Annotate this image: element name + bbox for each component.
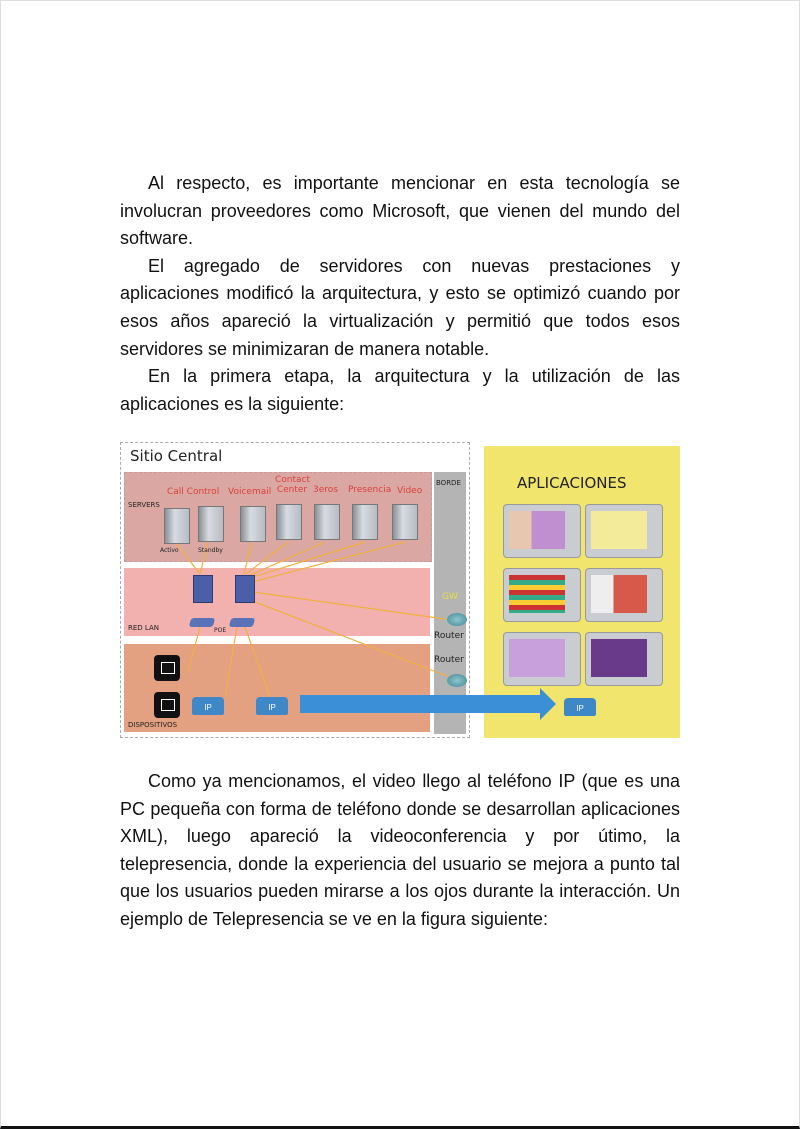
paragraph: Como ya mencionamos, el video llego al teléfono IP (que es una PC pequeña con forma de teléfono donde se desarrollan aplicaciones XML), luego apareció la videoconferencia y por útimo, la telepresencia, donde la experiencia del usuario se mejora a punto tal que los usuarios pueden mirarse a los ojos durante la interacción. Un ejemplo de Telepresencia se ve en la figura siguiente: <box>120 771 680 929</box>
ip-phone-icon: IP <box>192 697 224 715</box>
laptop-icon <box>154 692 180 718</box>
app-screen-icons <box>585 632 663 686</box>
standby-label: Standby <box>198 547 223 554</box>
poe-label: POE <box>214 627 227 634</box>
architecture-diagram <box>120 442 682 740</box>
central-site-title: Sitio Central <box>130 447 223 465</box>
poe-switch-icon <box>189 618 215 627</box>
app-screen-pizza <box>503 632 581 686</box>
label-contact-center: Contact Center <box>275 475 311 495</box>
gw-label: GW <box>442 592 458 602</box>
server-icon <box>314 504 340 540</box>
paragraph: Al respecto, es importante mencionar en esta tecnología se involucran proveedores como Microsoft, que vienen del mundo del software. <box>120 173 680 249</box>
server-icon <box>164 508 190 544</box>
laptop-icon <box>154 655 180 681</box>
app-screen-video <box>503 504 581 558</box>
server-icon <box>240 506 266 542</box>
servers-label: SERVERS <box>128 501 160 509</box>
router-label: Router <box>434 631 464 641</box>
server-icon <box>392 504 418 540</box>
devices-label: DISPOSITIVOS <box>128 721 178 729</box>
router-icon <box>447 674 467 687</box>
router-icon <box>447 613 467 626</box>
ip-phone-icon: IP <box>564 698 596 716</box>
label-presencia: Presencia <box>348 485 392 495</box>
lan-label: RED LAN <box>128 624 159 632</box>
app-screen-directory <box>503 568 581 622</box>
ip-phone-icon: IP <box>256 697 288 715</box>
paragraph: El agregado de servidores con nuevas prestaciones y aplicaciones modificó la arquitectura, y esto se optimizó cuando por esos años apareció la virtualización y permitió que todos esos servidores se minimizaran de manera notable. <box>120 255 680 359</box>
label-terceros: 3eros <box>313 485 338 495</box>
applications-title: APLICACIONES <box>517 474 627 492</box>
app-screen-menu <box>585 504 663 558</box>
server-icon <box>198 506 224 542</box>
switch-icon <box>193 575 213 603</box>
label-call-control: Call Control <box>167 487 220 497</box>
label-video: Video <box>397 486 423 496</box>
border-label: BORDE <box>436 479 461 487</box>
text-block-bottom <box>120 768 680 934</box>
poe-switch-icon <box>229 618 255 627</box>
router-label: Router <box>434 655 464 665</box>
paragraph: En la primera etapa, la arquitectura y la utilización de las aplicaciones es la siguiente: <box>120 366 680 414</box>
switch-icon <box>235 575 255 603</box>
app-screen-profile <box>585 568 663 622</box>
server-icon <box>352 504 378 540</box>
active-label: Activo <box>160 547 179 554</box>
server-icon <box>276 504 302 540</box>
label-voicemail: Voicemail <box>228 487 272 497</box>
text-block-top <box>120 170 680 418</box>
